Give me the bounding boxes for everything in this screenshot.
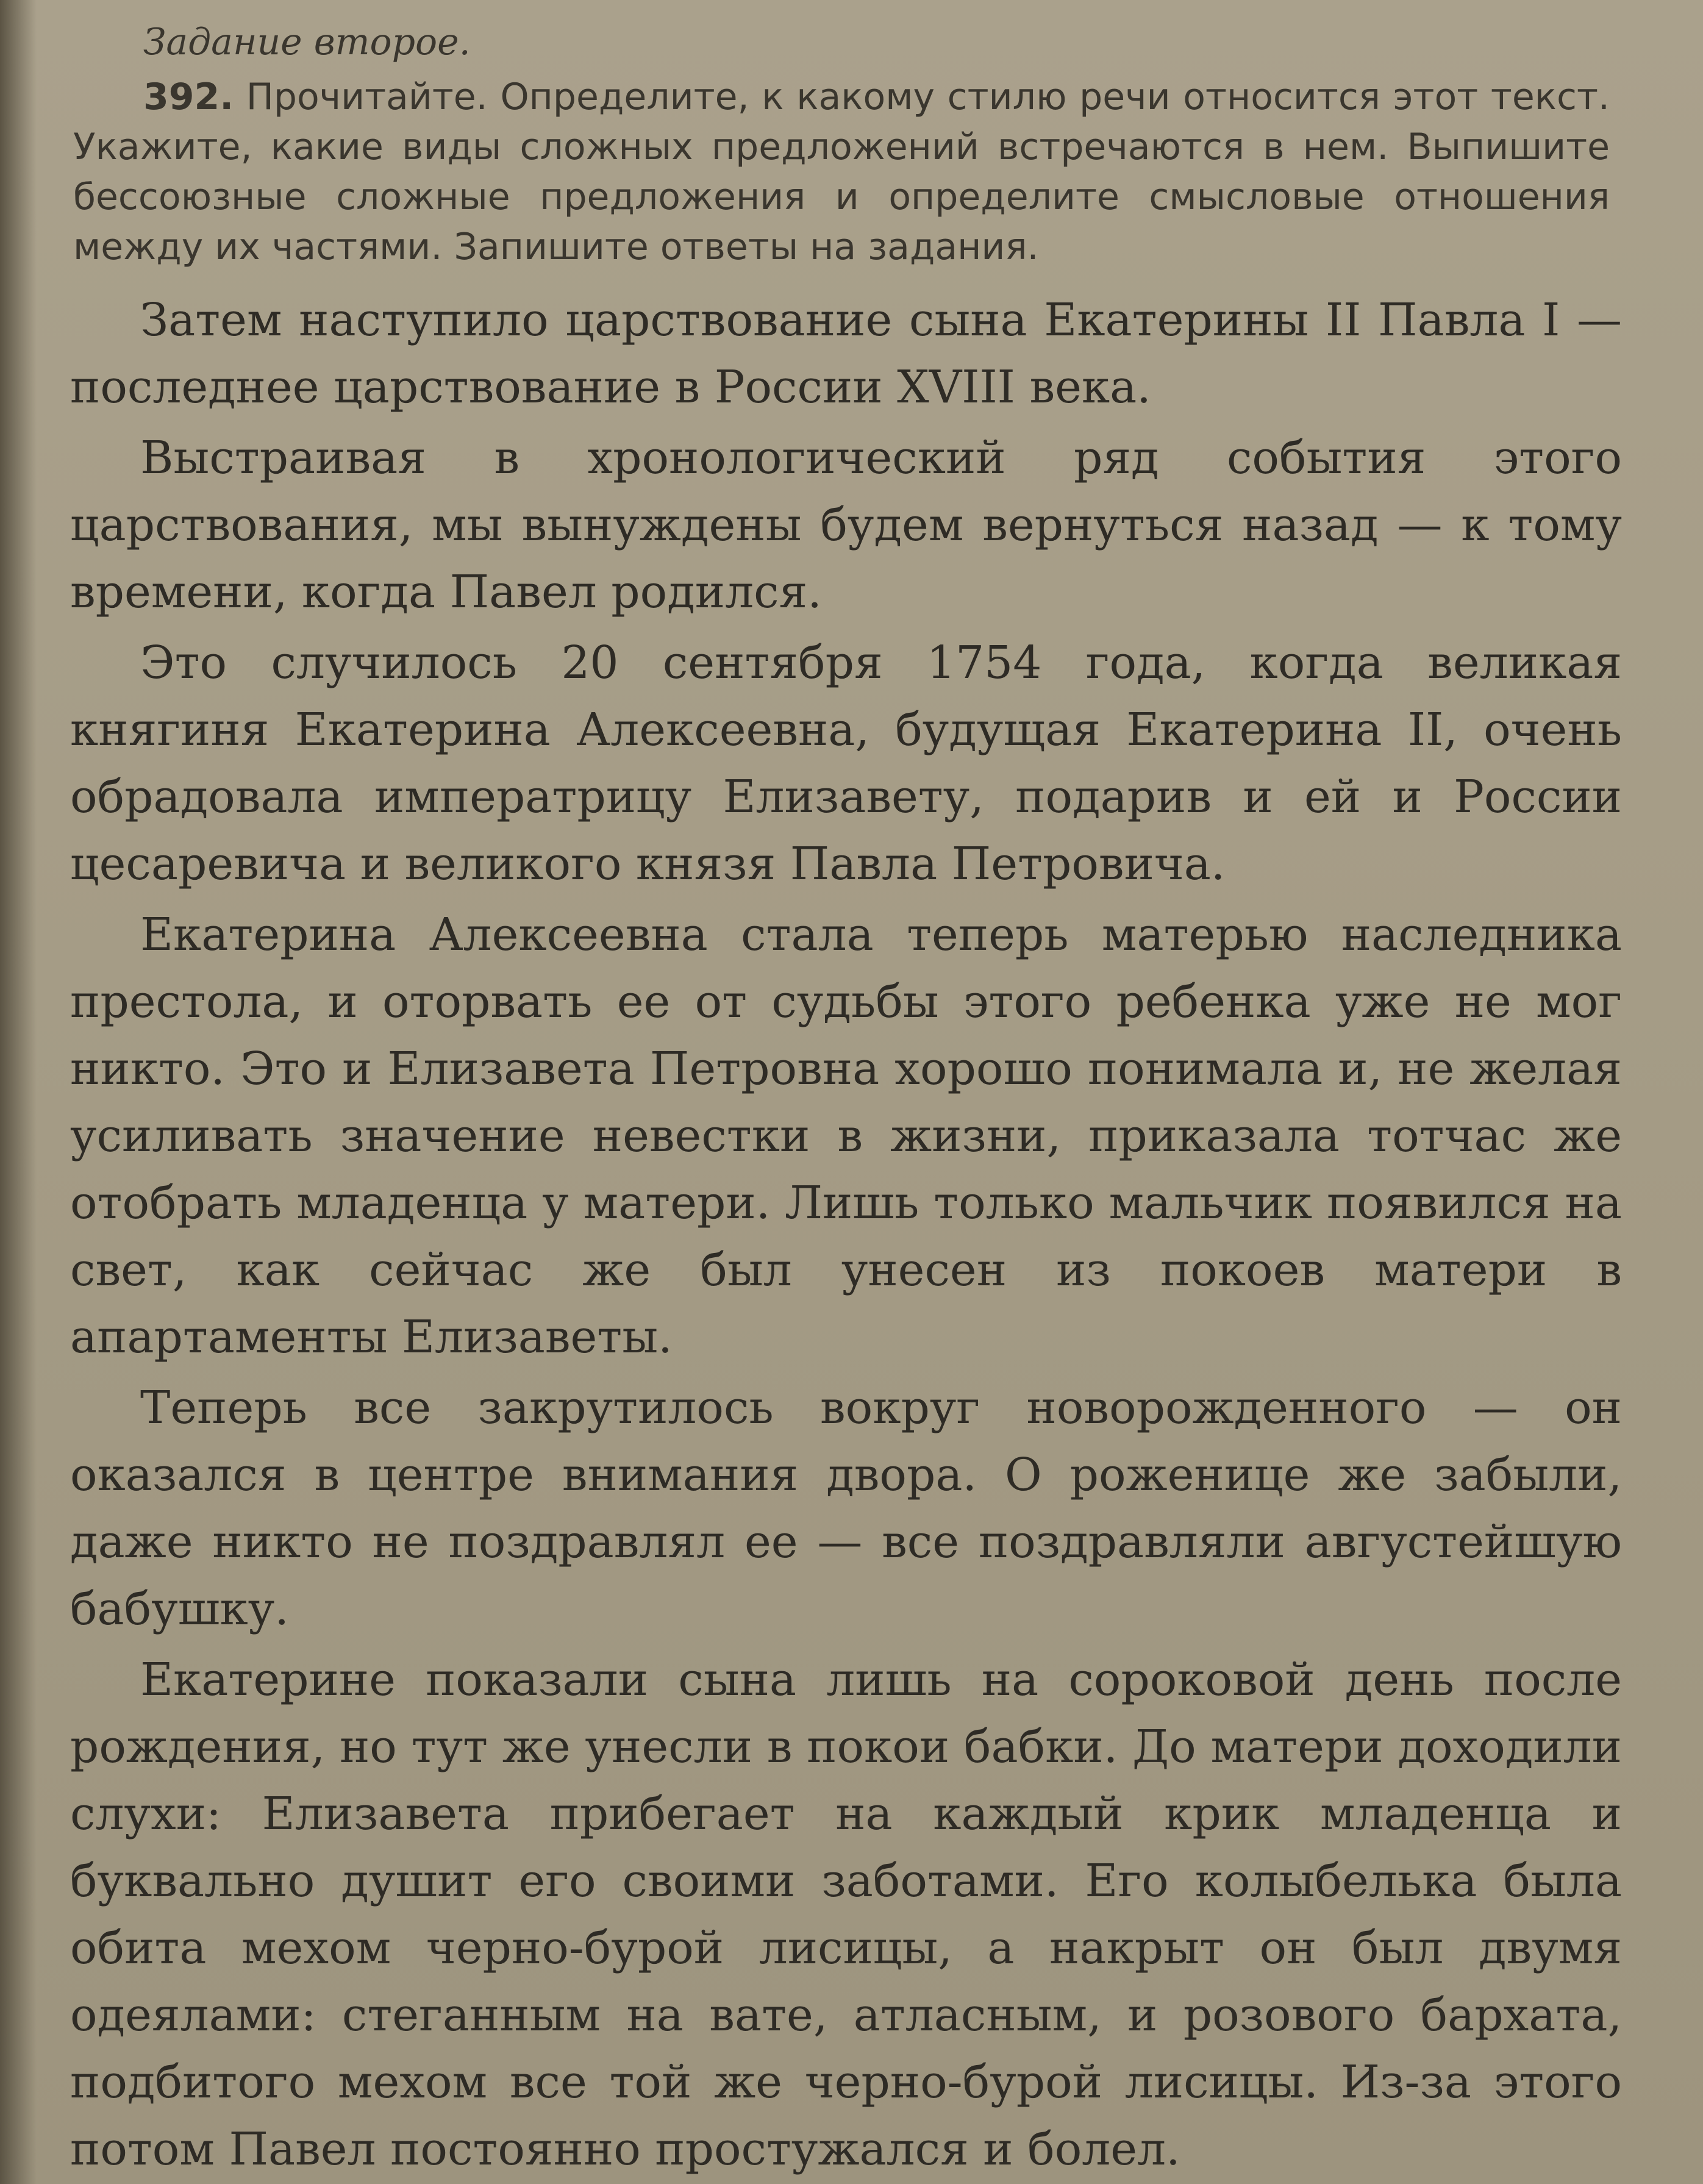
paragraph: Екатерине показали сына лишь на сороковой день после рождения, но тут же унесли в покои бабки. До матери доходили слухи: Елизавета прибегает на каждый крик младенца и буквально душит его своими заботами. Его колыбелька была обита мехом черно-бурой лисицы, а накрыт он был двумя одеялами: стеганным на вате, атласным, и розового бархата, подбитого мехом все той же черно-бурой лисицы. Из-за этого потом Павел постоянно простужался и болел. bbox=[70, 1654, 1622, 2175]
paragraph: Выстраивая в хронологический ряд события этого царствования, мы вынуждены будем вернуться назад — к тому времени, когда Павел родился. bbox=[70, 432, 1622, 618]
task-text: Прочитайте. Определите, к какому стилю речи относится этот текст. Укажите, какие виды сложных предложений встречаются в нем. Выпишите бессоюзные сложные предложения и определите смысловые отношения между их частями. Запишите ответы на задания. bbox=[73, 76, 1610, 268]
task-number: 392. bbox=[143, 76, 234, 118]
paragraph: Затем наступило царствование сына Екатерины II Павла I — последнее царствование в России XVIII века. bbox=[70, 294, 1622, 413]
reading-text bbox=[70, 287, 1622, 2184]
task-instructions bbox=[73, 72, 1610, 272]
paragraph: Екатерина Алексеевна стала теперь матерью наследника престола, и оторвать ее от судьбы этого ребенка уже не мог никто. Это и Елизавета Петровна хорошо понимала и, не желая усиливать значение невестки в жизни, приказала тотчас же отобрать младенца у матери. Лишь только мальчик появился на свет, как сейчас же был унесен из покоев матери в апартаменты Елизаветы. bbox=[70, 908, 1622, 1363]
binding-shadow bbox=[0, 0, 37, 2184]
task-block bbox=[73, 18, 1610, 272]
paragraph: Это случилось 20 сентября 1754 года, когда великая княгиня Екатерина Алексеевна, будущая Екатерина II, очень обрадовала императрицу Елизавету, подарив и ей и России цесаревича и великого князя Павла Петровича. bbox=[70, 637, 1622, 890]
paragraph: Теперь все закрутилось вокруг новорожденного — он оказался в центре внимания двора. О роженице же забыли, даже никто не поздравлял ее — все поздравляли августейшую бабушку. bbox=[70, 1382, 1622, 1635]
task-heading: Задание второе. bbox=[143, 21, 471, 63]
